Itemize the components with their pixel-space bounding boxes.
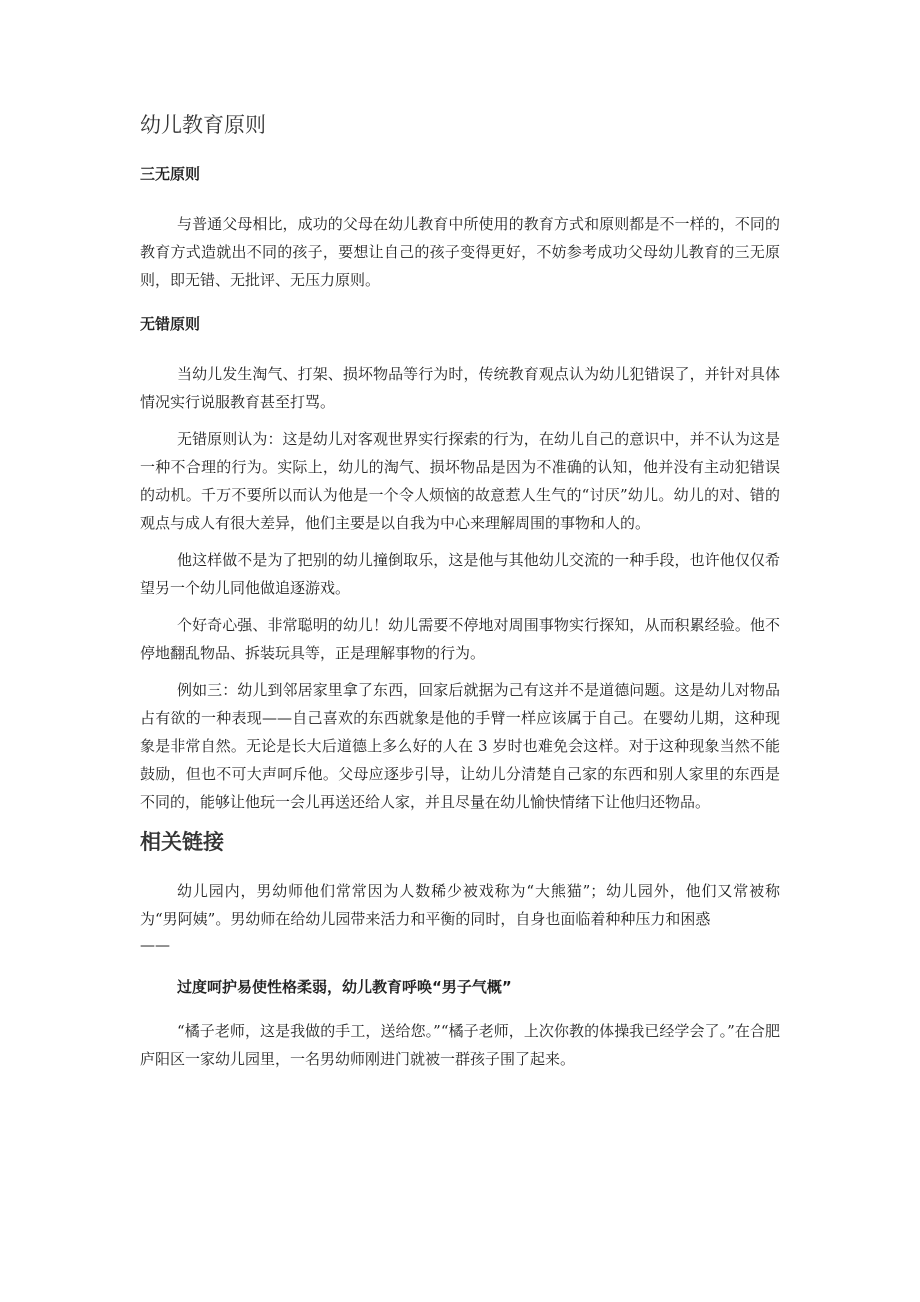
paragraph-4: 个好奇心强、非常聪明的幼儿！幼儿需要不停地对周围事物实行探知，从而积累经验。他不停地翻乱物品、拆装玩具等，正是理解事物的行为。 <box>140 616 780 662</box>
paragraph-2: 无错原则认为：这是幼儿对客观世界实行探索的行为，在幼儿自己的意识中，并不认为这是一种不合理的行为。实际上，幼儿的淘气、损坏物品是因为不准确的认知，他并没有主动犯错误的动机。千万不要所以而认为他是一个令人烦恼的故意惹人生气的“讨厌”幼儿。幼儿的对、错的观点与成人有很大差异，他们主要是以自我为中心来理解周围的事物和人的。 <box>140 430 780 532</box>
article-subheading: 过度呵护易使性格柔弱，幼儿教育呼唤“男子气概” <box>177 978 512 996</box>
related-paragraph: 幼儿园内，男幼师他们常常因为人数稀少被戏称为“大熊猫”；幼儿园外，他们又常被称为“男阿姨”。男幼师在给幼儿园带来活力和平衡的同时，自身也面临着种种压力和困惑 <box>140 882 780 928</box>
document-title: 幼儿教育原则 <box>140 113 266 137</box>
paragraph-intro: 与普通父母相比，成功的父母在幼儿教育中所使用的教育方式和原则都是不一样的，不同的教育方式造就出不同的孩子，要想让自己的孩子变得更好，不妨参考成功父母幼儿教育的三无原则，即无错、无批评、无压力原则。 <box>140 215 780 289</box>
section-heading-wucuo: 无错原则 <box>140 315 201 333</box>
paragraph-1: 当幼儿发生淘气、打架、损坏物品等行为时，传统教育观点认为幼儿犯错误了，并针对具体情况实行说服教育甚至打骂。 <box>140 365 780 411</box>
paragraph-5: 例如三：幼儿到邻居家里拿了东西，回家后就据为己有这并不是道德问题。这是幼儿对物品占有欲的一种表现——自己喜欢的东西就象是他的手臂一样应该属于自己。在婴幼儿期，这种现象是非常自然。无论是长大后道德上多么好的人在 3 岁时也难免会这样。对于这种现象当然不能鼓励，但也不可大声呵斥他。父母应逐步引导，让幼儿分清楚自己家的东西和别人家里的东西是不同的，能够让他玩一会儿再送还给人家，并且尽量在幼儿愉快情绪下让他归还物品。 <box>140 681 780 811</box>
related-links-heading: 相关链接 <box>140 830 224 854</box>
dash-line: —— <box>140 936 170 954</box>
final-paragraph: “橘子老师，这是我做的手工，送给您。”“橘子老师，上次你教的体操我已经学会了。”在合肥庐阳区一家幼儿园里，一名男幼师刚进门就被一群孩子围了起来。 <box>140 1022 780 1068</box>
paragraph-3: 他这样做不是为了把别的幼儿撞倒取乐，这是他与其他幼儿交流的一种手段，也许他仅仅希望另一个幼儿同他做追逐游戏。 <box>140 551 780 597</box>
document-page <box>140 108 780 1073</box>
section-heading-sanwu: 三无原则 <box>140 165 201 183</box>
